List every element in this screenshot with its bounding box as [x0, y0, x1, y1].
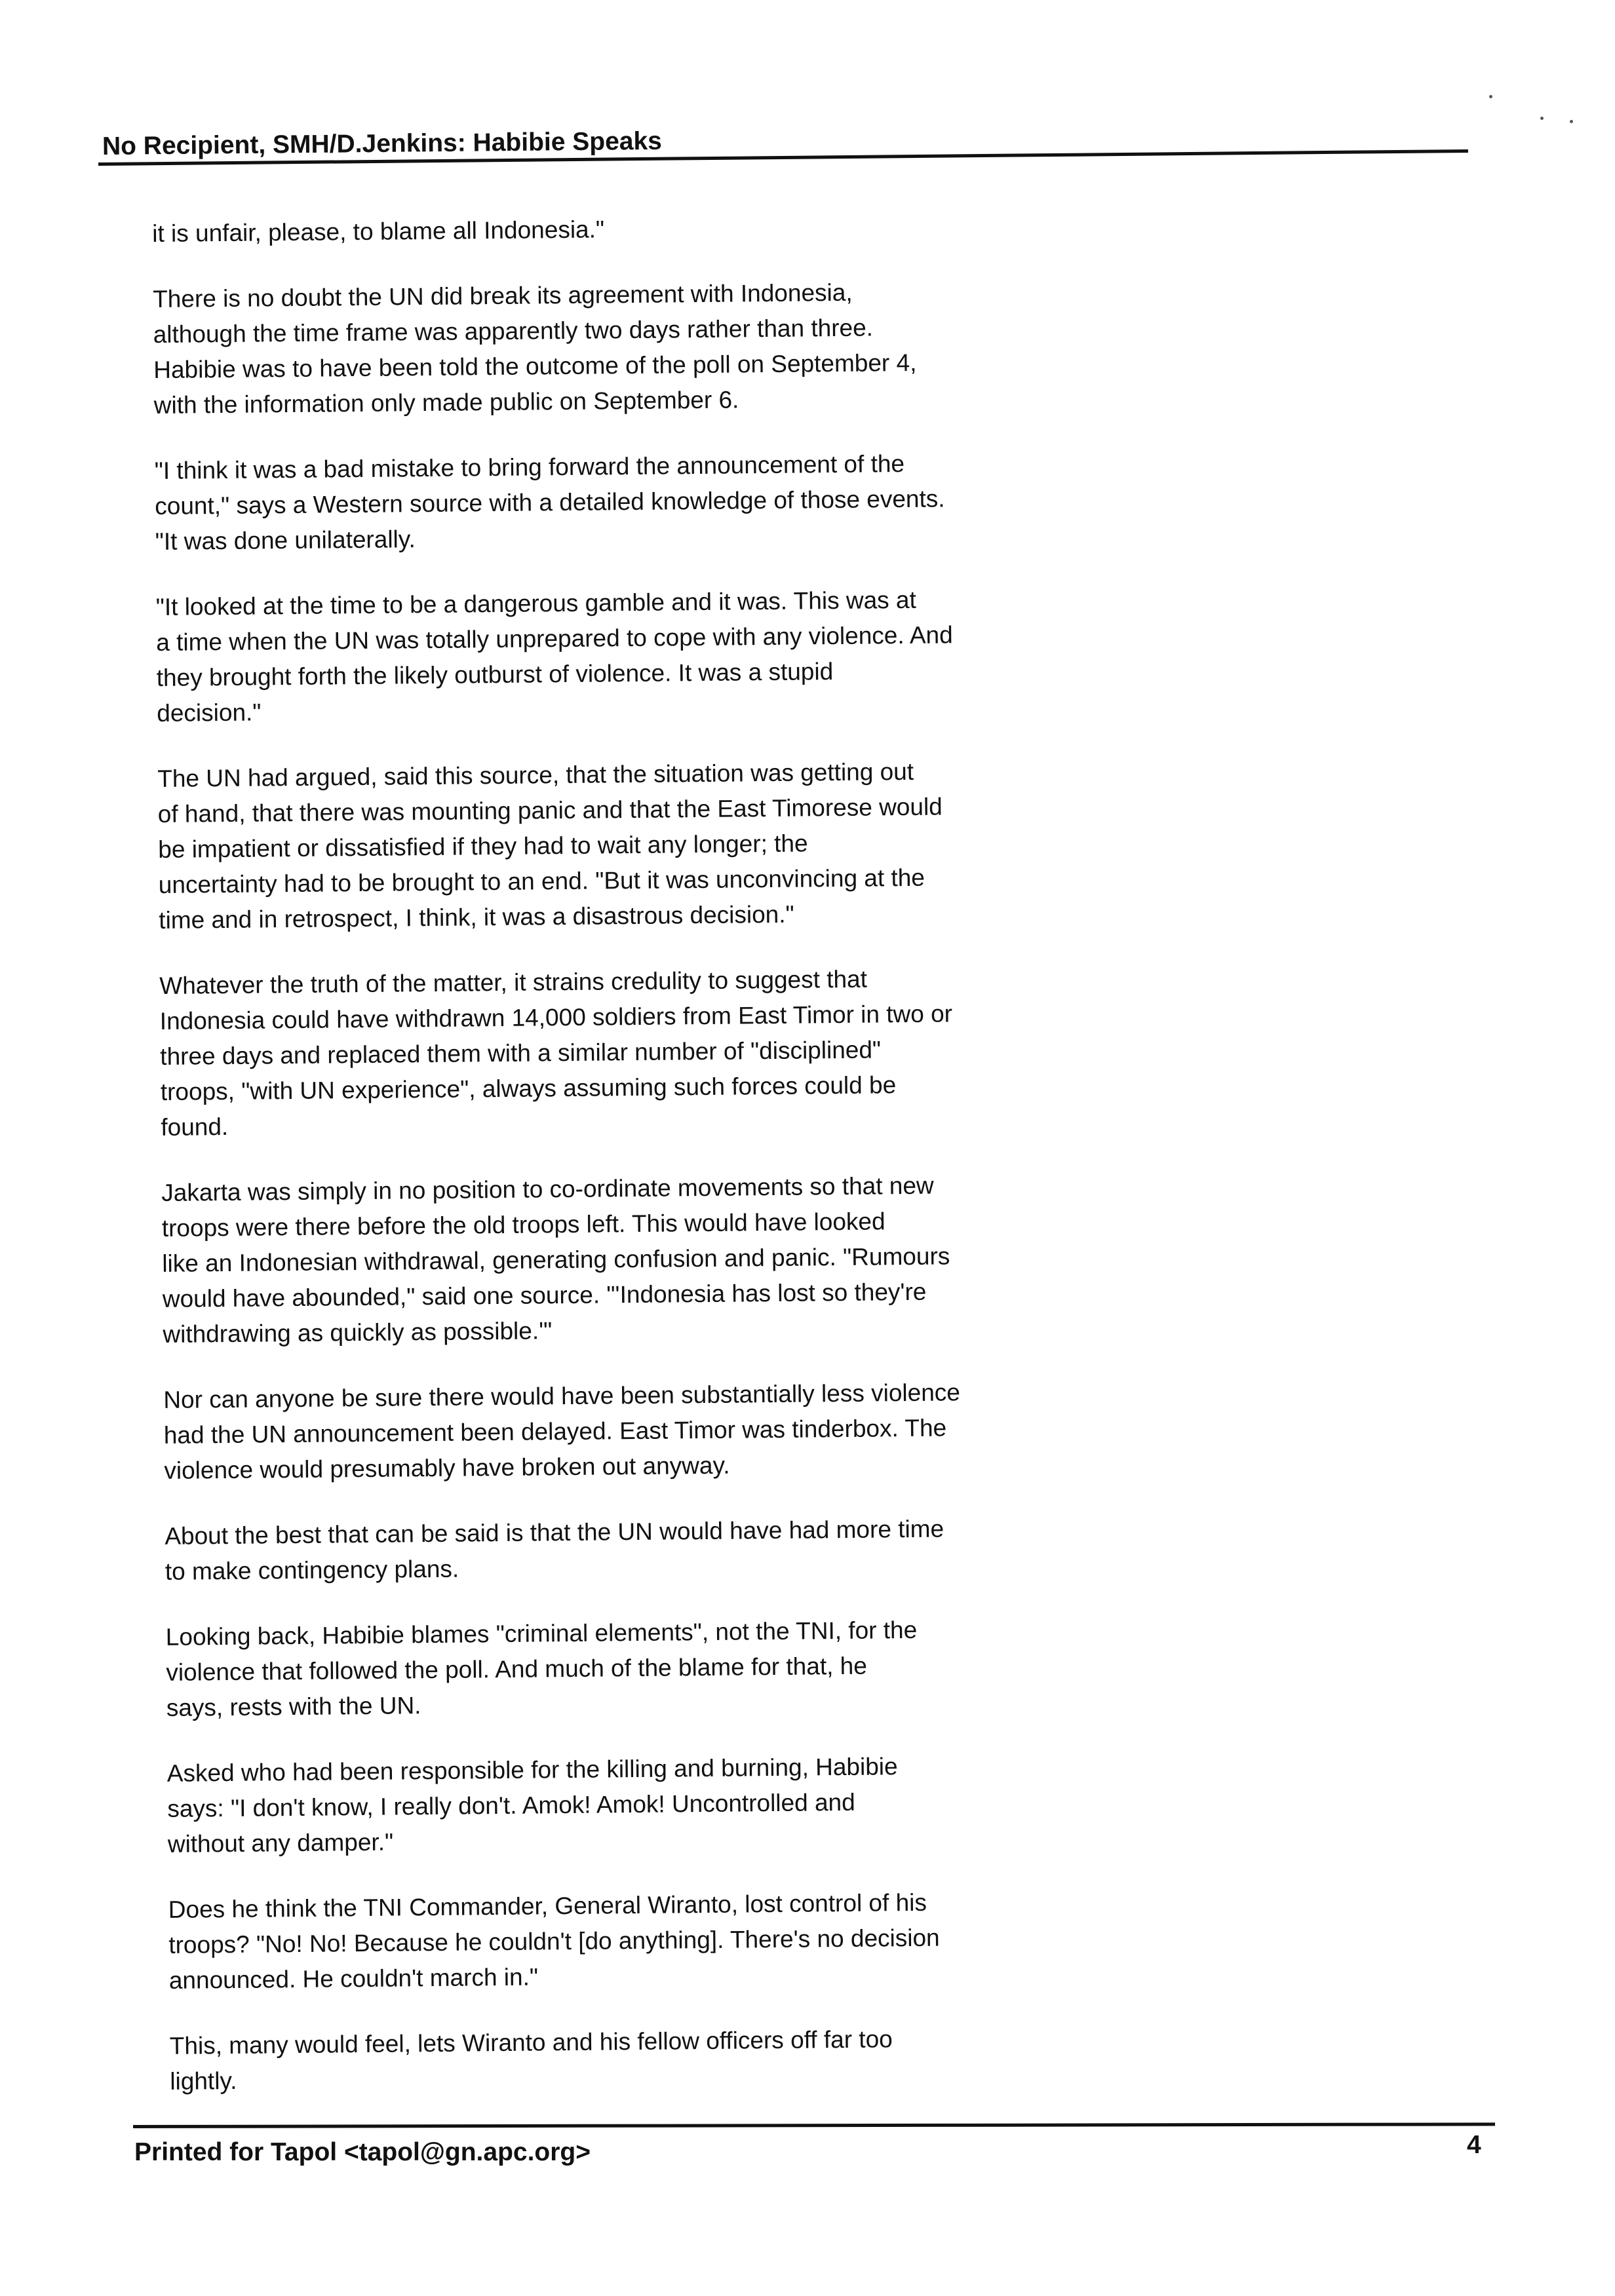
paragraph — [154, 444, 1085, 560]
paragraph — [170, 2019, 1101, 2099]
text-line: time and in retrospect, I think, it was a disastrous decision." — [159, 900, 794, 934]
text-line: "It was done unilaterally. — [155, 526, 416, 555]
text-line: although the time frame was apparently two days rather than three. — [153, 314, 874, 348]
paragraph — [155, 581, 1087, 731]
text-line: they brought forth the likely outburst of violence. It was a stupid — [156, 658, 834, 691]
paragraph — [161, 1166, 1094, 1352]
text-line: says: "I don't know, I really don't. Amok! Amok! Uncontrolled and — [167, 1788, 855, 1822]
paragraph — [157, 752, 1090, 938]
text-line: "It looked at the time to be a dangerous gamble and it was. This was at — [155, 586, 916, 621]
text-line: troops were there before the old troops left. This would have looked — [161, 1208, 885, 1242]
scan-speck — [1540, 117, 1544, 120]
article-body — [152, 207, 1101, 2129]
text-line: of hand, that there was mounting panic and that the East Timorese would — [157, 793, 943, 828]
text-line: withdrawing as quickly as possible.'" — [163, 1317, 553, 1348]
text-line: "I think it was a bad mistake to bring forward the announcement of the — [154, 450, 905, 484]
text-line: This, many would feel, lets Wiranto and his fellow officers off far too — [169, 2025, 893, 2059]
text-line: would have abounded," said one source. "'Indonesia has lost so they're — [162, 1278, 927, 1312]
text-line: Looking back, Habibie blames "criminal elements", not the TNI, for the — [165, 1616, 918, 1651]
text-line: lightly. — [170, 2067, 237, 2095]
text-line: uncertainty had to be brought to an end. "But it was unconvincing at the — [158, 864, 925, 898]
paragraph — [159, 959, 1092, 1145]
text-line: Nor can anyone be sure there would have been substantially less violence — [163, 1379, 961, 1413]
text-line: Does he think the TNI Commander, General Wiranto, lost control of his — [168, 1888, 927, 1923]
footer-printed-for: Printed for Tapol <tapol@gn.apc.org> — [134, 2138, 591, 2166]
paragraph — [153, 273, 1085, 423]
paragraph — [163, 1373, 1095, 1489]
text-line: There is no doubt the UN did break its agreement with Indonesia, — [153, 278, 853, 313]
page-header-title: No Recipient, SMH/D.Jenkins: Habibie Speaks — [102, 126, 663, 161]
text-line: decision." — [157, 698, 262, 727]
scan-speck — [1489, 95, 1492, 98]
text-line: About the best that can be said is that the UN would have had more time — [165, 1515, 944, 1550]
paragraph — [168, 1883, 1100, 1999]
paragraph — [166, 1611, 1097, 1726]
text-line: announced. He couldn't march in." — [168, 1963, 539, 1994]
text-line: count," says a Western source with a detailed knowledge of those events. — [155, 485, 945, 520]
paragraph — [152, 207, 1083, 252]
text-line: had the UN announcement been delayed. East Timor was tinderbox. The — [163, 1414, 947, 1449]
text-line: without any damper." — [167, 1828, 394, 1858]
text-line: says, rests with the UN. — [166, 1692, 421, 1721]
text-line: troops? "No! No! Because he couldn't [do anything]. There's no decision — [168, 1924, 940, 1959]
text-line: three days and replaced them with a similar number of "disciplined" — [160, 1036, 882, 1070]
text-line: with the information only made public on September 6. — [153, 386, 739, 419]
text-line: be impatient or dissatisfied if they had to wait any longer; the — [158, 830, 808, 863]
text-line: violence that followed the poll. And much of the blame for that, he — [166, 1652, 868, 1686]
text-line: violence would presumably have broken out anyway. — [164, 1451, 730, 1484]
paragraph — [167, 1747, 1099, 1862]
scan-speck — [1570, 120, 1573, 123]
text-line: to make contingency plans. — [165, 1555, 459, 1585]
text-line: a time when the UN was totally unprepared to cope with any violence. And — [156, 621, 953, 656]
text-line: Habibie was to have been told the outcome of the poll on September 4, — [153, 349, 917, 383]
text-line: Asked who had been responsible for the killing and burning, Habibie — [166, 1753, 898, 1787]
text-line: troops, "with UN experience", always assuming such forces could be — [160, 1071, 897, 1105]
text-line: it is unfair, please, to blame all Indonesia." — [152, 216, 605, 247]
text-line: like an Indonesian withdrawal, generating confusion and panic. "Rumours — [162, 1242, 950, 1277]
text-line: found. — [161, 1113, 229, 1141]
text-line: Indonesia could have withdrawn 14,000 soldiers from East Timor in two or — [159, 1000, 953, 1035]
text-line: Jakarta was simply in no position to co-ordinate movements so that new — [161, 1172, 934, 1206]
page-number: 4 — [1467, 2131, 1481, 2159]
text-line: Whatever the truth of the matter, it strains credulity to suggest that — [159, 965, 868, 999]
text-line: The UN had argued, said this source, that the situation was getting out — [157, 757, 914, 792]
paragraph — [165, 1510, 1096, 1590]
